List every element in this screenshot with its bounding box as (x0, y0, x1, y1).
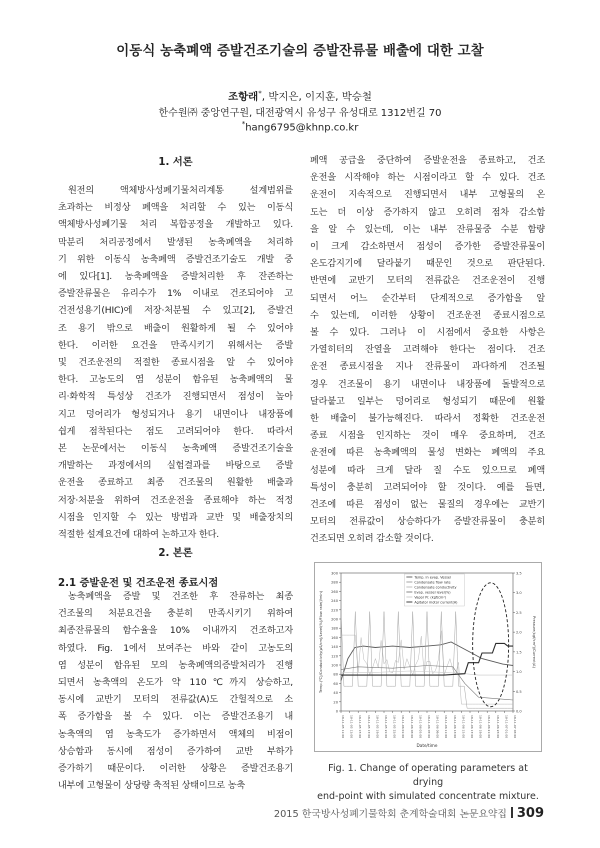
text-line: 운전이 지속적으로 진행되면서 내부 고형물의 온 (310, 190, 545, 201)
text-line: 적절한 설계요건에 대하여 논하고자 한다. (58, 530, 220, 541)
page-number: 309 (516, 806, 544, 821)
text-line: 운전을 종료하고 최종 건조물의 원활한 배출과 (58, 478, 293, 489)
y-right-tick-label: 3.0 (516, 591, 522, 596)
caption-line: Fig. 1. Change of operating parameters at drying (328, 763, 528, 788)
text-line: 온도감지기에 달라붙기 때문인 것으로 판단된다. (310, 259, 545, 270)
footer-separator (511, 807, 513, 818)
legend-entry: Condensate flow rate (414, 580, 451, 585)
x-tick-label: 18-11-07 01:00 (504, 715, 509, 739)
legend-entry: Evap. vessel level(%) (414, 590, 451, 595)
text-line: 운전을 시작해야 하는 시점이라고 할 수 있다. 건조 (310, 173, 545, 184)
legend-entry: Vapor Pr. (kgf/cm²) (414, 595, 447, 600)
y-right-tick-label: 2.0 (516, 630, 522, 635)
x-tick-label: 18-11-06 09:00 (435, 715, 440, 739)
y-left-tick-label: 220 (331, 608, 338, 613)
text-line: 성분에 따라 크게 달라 질 수도 있으므로 폐액 (310, 465, 545, 476)
lead-author-mark: * (258, 89, 262, 98)
text-line: 되면서 어느 순간부터 단계적으로 증가함을 알 (310, 293, 545, 304)
text-line: 리·화학적 특성상 건조가 진행되면서 점성이 높아 (58, 392, 293, 403)
email-mark: * (241, 120, 246, 128)
text-line: 최종잔류물의 함수율을 10% 이내까지 건조하고자 (58, 626, 293, 637)
page-footer (274, 806, 544, 821)
x-tick-label: 18-11-06 05:00 (418, 715, 423, 739)
x-tick-label: 18-11-06 17:00 (470, 715, 474, 739)
author-email (0, 120, 600, 133)
x-tick-label: 18-11-06 03:00 (409, 715, 414, 739)
text-line: 수 있는데, 이러한 상황이 건조운전 종료시점으로 (310, 310, 545, 321)
lead-author: 조항래 (228, 91, 259, 103)
y-left-tick-label: 300 (331, 571, 338, 576)
text-line: 내부에 고형물이 상당량 축적된 상태이므로 농축 (58, 781, 246, 792)
caption-line: end-point with simulated concentrate mixture. (317, 791, 539, 802)
figure-1-chart (315, 563, 541, 751)
legend-entry: Condensate conductivity (414, 585, 457, 590)
y-right-tick-label: 0.0 (516, 709, 522, 714)
intro-paragraph (58, 183, 293, 544)
text-line: 한다. 고농도의 염 성분이 함유된 농축폐액의 물 (58, 375, 293, 386)
text-line: 막분리 처리공정에서 발생된 농축폐액을 처리하 (58, 237, 293, 248)
text-line: 염 성분이 함유된 모의 농축폐액의증발처리가 진행 (58, 660, 293, 671)
y-left-tick-label: 160 (331, 635, 338, 640)
intro-heading: 1. 서론 (158, 157, 193, 168)
text-line: 가열히터의 잔열을 고려해야 한다는 점이다. 건조 (310, 345, 545, 356)
x-tick-label: 18-11-07 03:00 (513, 715, 517, 739)
x-tick-label: 18-11-05 21:00 (384, 715, 388, 739)
text-line: 폭 증가함을 볼 수 있다. 이는 증발건조용기 내 (58, 712, 293, 723)
email-address: hang6795@khnp.co.kr (245, 122, 359, 134)
x-tick-label: 18-11-05 23:00 (392, 715, 397, 739)
text-line: 기 위한 이동식 농축폐액 증발건조기술도 개발 중 (58, 254, 293, 265)
text-line: 종료 시점을 인지하는 것이 매우 중요하며, 건조 (310, 431, 545, 442)
text-line: 경우 건조물이 용기 내면이나 내장품에 돌발적으로 (310, 379, 545, 390)
text-line: 건조되면 오히려 감소할 것이다. (310, 534, 434, 545)
text-line: 도는 더 이상 증가하지 않고 오히려 점차 감소함 (310, 207, 545, 218)
y-left-tick-label: 100 (331, 663, 338, 668)
text-line: 건전성용기(HIC)에 저장·처분될 수 있고[2], 증발건 (58, 306, 293, 317)
text-line: 한다. 이러한 요건을 만족시키기 위해서는 증발 (58, 340, 293, 351)
text-line: 특성이 충분히 고려되어야 할 것이다. 예를 들면, (310, 482, 545, 493)
x-tick-label: 18-11-05 19:00 (375, 715, 380, 739)
text-line: 및 건조운전의 적절한 종료시점을 알 수 있어야 (58, 358, 293, 369)
y-right-tick-label: 1.5 (516, 650, 522, 655)
text-line: 한 배출이 불가능해진다. 따라서 정확한 건조운전 (310, 414, 545, 425)
text-line: 상승함과 동시에 점성이 증가하여 교반 부하가 (58, 746, 293, 757)
figure-1 (314, 562, 542, 752)
text-line: 건조에 따른 점성이 없는 물질의 경우에는 교반기 (310, 500, 545, 511)
y-left-tick-label: 200 (331, 617, 338, 622)
text-line: 운전에 따른 농축폐액의 물성 변화는 폐액의 주요 (310, 448, 545, 459)
y-left-tick-label: 40 (333, 691, 338, 696)
text-line: 폐액 공급을 중단하여 증발운전을 종료하고, 건조 (310, 156, 545, 166)
x-tick-label: 18-11-05 11:00 (341, 715, 345, 739)
text-line: 증발잔류물은 유리수가 1% 이내로 건조되어야 고 (58, 289, 293, 300)
x-tick-label: 18-11-06 13:00 (452, 715, 457, 739)
text-line: 본 논문에서는 이동식 농축폐액 증발건조기술을 (58, 444, 293, 455)
text-line: 동시에 교반기 모터의 전류값(A)도 간헐적으로 소 (58, 695, 293, 706)
y-left-axis-label: Temp.(℃)/Conductivity(μS/cm)/Level(%)/Flow rate(l/min) (319, 591, 323, 693)
subsection-heading: 2.1 증발운전 및 건조운전 종료시점 (58, 578, 219, 589)
text-line: 운전 종료시점을 지나 잔류물이 과다하게 건조될 (310, 362, 545, 373)
text-line: 농축폐액을 증발 및 건조한 후 잔류하는 최종 (68, 592, 293, 602)
legend-entry: Temp. in evap. Vessel (414, 575, 451, 580)
x-tick-label: 18-11-05 15:00 (358, 715, 363, 739)
other-authors: , 박지은, 이지훈, 박승철 (261, 91, 372, 103)
text-line: 농축액의 염 농축도가 증가하면서 액체의 비점이 (58, 729, 293, 740)
text-line: 되면서 농축액의 온도가 약 110℃까지 상승하고, (58, 678, 293, 689)
x-tick-label: 18-11-06 11:00 (444, 715, 449, 739)
text-line: 개발하는 과정에서의 실험결과를 바탕으로 증발 (58, 461, 293, 472)
subsection-paragraph (58, 589, 293, 795)
y-left-tick-label: 140 (331, 645, 338, 650)
y-left-tick-label: 80 (333, 672, 338, 677)
body-heading: 2. 본론 (158, 548, 193, 559)
text-line: 을 알 수 있는데, 이는 내부 잔류물중 수분 함량 (310, 224, 545, 235)
affiliation: 한수원㈜ 중앙연구원, 대전광역시 유성구 유성대로 1312번길 70 (158, 108, 442, 119)
text-line: 달라붙고 일부는 덩어리로 형성되기 때문에 원활 (310, 396, 545, 407)
footer-proceedings: 2015 한국방사성폐기물학회 춘계학술대회 논문요약집 (273, 809, 507, 820)
x-axis-label: Date/time (416, 743, 438, 748)
text-line: 초과하는 비정상 폐액을 처리할 수 있는 이동식 (58, 203, 293, 214)
x-tick-label: 18-11-06 23:00 (495, 715, 500, 739)
text-line: 하였다. Fig. 1에서 보여주는 바와 같이 고농도의 (58, 643, 293, 654)
y-left-tick-label: 280 (331, 580, 338, 585)
text-line: 반면에 교반기 모터의 전류값은 건조운전이 진행 (310, 276, 545, 287)
legend-entry: Agitator motor current(A) (414, 600, 458, 605)
text-line: 시점을 인지할 수 있는 방법과 교반 및 배출장치의 (58, 512, 293, 523)
y-left-tick-label: 120 (331, 654, 338, 659)
text-line: 볼 수 있다. 그러나 이 시점에서 중요한 사항은 (310, 328, 545, 339)
y-right-tick-label: 3.5 (516, 571, 522, 576)
x-tick-label: 18-11-06 21:00 (487, 715, 492, 739)
x-tick-label: 18-11-05 17:00 (366, 715, 371, 739)
right-column-paragraph (310, 153, 545, 549)
x-tick-label: 18-11-05 13:00 (349, 715, 354, 739)
y-left-tick-label: 260 (331, 589, 338, 594)
y-right-tick-label: 2.5 (516, 610, 522, 615)
text-line: 증가하기 때문이다. 이러한 상황은 증발건조용기 (58, 764, 293, 775)
text-line: 조 용기 밖으로 배출이 원활하게 될 수 있어야 (58, 323, 293, 334)
text-line: 지고 덩어리가 형성되거나 용기 내면이나 내장품에 (58, 409, 293, 420)
y-left-tick-label: 240 (331, 599, 338, 604)
text-line: 건조물의 처분요건을 충분히 만족시키기 위하여 (58, 609, 293, 620)
y-left-tick-label: 20 (333, 700, 338, 705)
text-line: 모터의 전류값이 상승하다가 증발잔류물이 충분히 (310, 517, 545, 528)
figure-caption (312, 762, 544, 804)
y-right-axis-label: Pressure(kgf/cm²)/Current(A) (532, 616, 536, 668)
text-line: 쉽게 점착된다는 점도 고려되어야 한다. 따라서 (58, 426, 293, 437)
text-line: 에 있다[1]. 농축폐액을 증발처리한 후 잔존하는 (58, 272, 293, 283)
x-tick-label: 18-11-06 01:00 (401, 715, 406, 739)
y-left-tick-label: 0 (335, 709, 338, 714)
text-line: 원전의 액체방사성폐기물처리계통 설계범위를 (68, 186, 293, 196)
paper-title: 이동식 농축폐액 증발건조기술의 증발잔류물 배출에 대한 고찰 (116, 44, 484, 59)
author-list (0, 88, 600, 103)
text-line: 저장·처분을 위하여 건조운전을 종료해야 하는 적정 (58, 495, 293, 506)
y-left-tick-label: 60 (333, 681, 338, 686)
text-line: 이 크게 감소하면서 점성이 증가한 증발잔류물이 (310, 242, 545, 253)
y-left-tick-label: 180 (331, 626, 338, 631)
y-right-tick-label: 1.0 (516, 670, 522, 675)
y-right-tick-label: 0.5 (516, 689, 522, 694)
x-tick-label: 18-11-06 07:00 (427, 715, 431, 739)
text-line: 액체방사성폐기물 처리 복합공정을 개발하고 있다. (58, 220, 293, 231)
x-tick-label: 18-11-06 15:00 (461, 715, 466, 739)
x-tick-label: 18-11-06 19:00 (478, 715, 483, 739)
